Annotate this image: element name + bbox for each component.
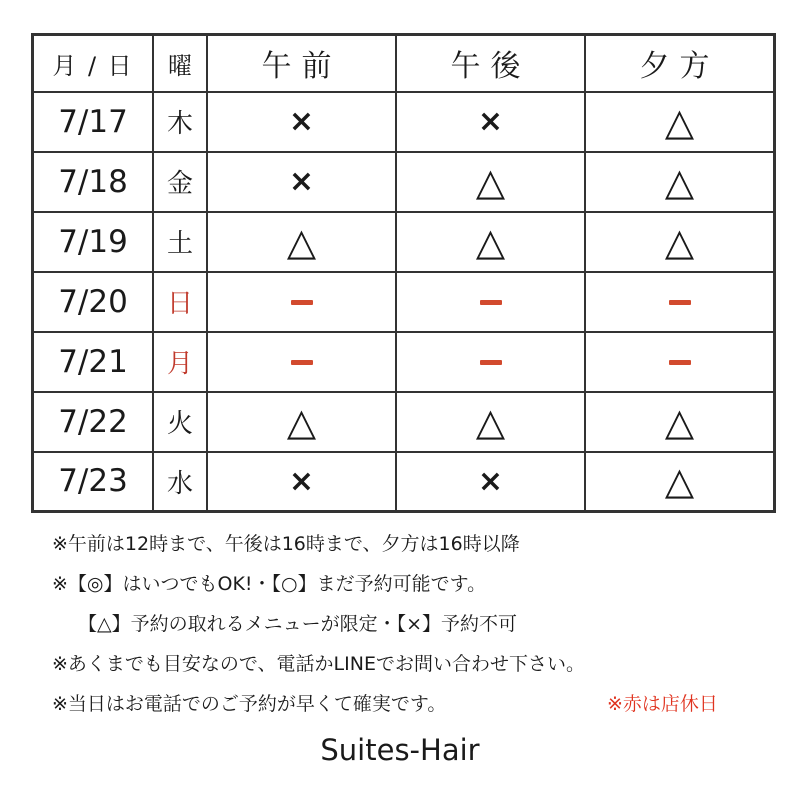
table-row <box>33 332 775 392</box>
header-evening: 夕方 <box>585 35 775 92</box>
closed-dash-mark <box>291 300 313 305</box>
note-same-day: ※当日はお電話でのご予約が早くて確実です。 <box>52 693 447 715</box>
closed-dash-mark <box>291 360 313 365</box>
date-cell: 7/19 <box>33 212 154 272</box>
schedule-body <box>33 92 775 512</box>
note-legend-2: 【△】予約の取れるメニューが限定・【×】予約不可 <box>78 613 518 635</box>
limited-mark: △ <box>664 399 695 444</box>
header-morning: 午前 <box>207 35 396 92</box>
header-date: 月 / 日 <box>33 35 154 92</box>
date-cell: 7/22 <box>33 392 154 452</box>
weekday-cell: 金 <box>153 152 207 212</box>
date-cell: 7/21 <box>33 332 154 392</box>
date-cell: 7/17 <box>33 92 154 152</box>
slot-cell-evening <box>585 332 775 392</box>
slot-cell-afternoon <box>396 272 585 332</box>
weekday-cell: 木 <box>153 92 207 152</box>
unavailable-mark: × <box>477 463 504 499</box>
slot-cell-morning <box>207 272 396 332</box>
slot-cell-morning <box>207 92 396 152</box>
limited-mark: △ <box>475 219 506 264</box>
limited-mark: △ <box>664 99 695 144</box>
brand-name: Suites-Hair <box>320 733 480 767</box>
schedule-table <box>31 33 776 513</box>
slot-cell-evening <box>585 452 775 512</box>
table-row <box>33 212 775 272</box>
notes-section <box>52 524 772 724</box>
slot-cell-evening <box>585 212 775 272</box>
limited-mark: △ <box>475 159 506 204</box>
table-row <box>33 152 775 212</box>
slot-cell-evening <box>585 152 775 212</box>
unavailable-mark: × <box>288 463 315 499</box>
note-contact: ※あくまでも目安なので、電話かLINEでお問い合わせ下さい。 <box>52 653 585 675</box>
note-time-ranges: ※午前は12時まで、午後は16時まで、夕方は16時以降 <box>52 533 520 555</box>
date-cell: 7/18 <box>33 152 154 212</box>
table-row <box>33 92 775 152</box>
slot-cell-evening <box>585 392 775 452</box>
table-row <box>33 452 775 512</box>
unavailable-mark: × <box>477 104 504 139</box>
closed-dash-mark <box>669 360 691 365</box>
slot-cell-afternoon <box>396 212 585 272</box>
weekday-cell: 水 <box>153 452 207 512</box>
date-cell: 7/20 <box>33 272 154 332</box>
header-afternoon: 午後 <box>396 35 585 92</box>
limited-mark: △ <box>664 219 695 264</box>
table-header-row <box>33 35 775 92</box>
limited-mark: △ <box>664 459 695 504</box>
slot-cell-morning <box>207 392 396 452</box>
weekday-cell-holiday: 月 <box>153 332 207 392</box>
closed-dash-mark <box>480 300 502 305</box>
limited-mark: △ <box>664 159 695 204</box>
table-row <box>33 392 775 452</box>
slot-cell-evening <box>585 272 775 332</box>
slot-cell-afternoon <box>396 452 585 512</box>
weekday-cell: 火 <box>153 392 207 452</box>
note-legend-1: ※【◎】はいつでもOK!・【○】まだ予約可能です。 <box>52 573 487 595</box>
slot-cell-morning <box>207 212 396 272</box>
closed-dash-mark <box>669 300 691 305</box>
closed-dash-mark <box>480 360 502 365</box>
header-dow: 曜 <box>153 35 207 92</box>
date-cell: 7/23 <box>33 452 154 512</box>
limited-mark: △ <box>286 399 317 444</box>
weekday-cell: 土 <box>153 212 207 272</box>
slot-cell-afternoon <box>396 152 585 212</box>
note-holiday-legend: ※赤は店休日 <box>607 693 718 715</box>
slot-cell-afternoon <box>396 332 585 392</box>
slot-cell-afternoon <box>396 392 585 452</box>
slot-cell-evening <box>585 92 775 152</box>
slot-cell-morning <box>207 452 396 512</box>
table-row <box>33 272 775 332</box>
unavailable-mark: × <box>288 164 315 199</box>
unavailable-mark: × <box>288 104 315 139</box>
slot-cell-afternoon <box>396 92 585 152</box>
weekday-cell-holiday: 日 <box>153 272 207 332</box>
limited-mark: △ <box>286 219 317 264</box>
slot-cell-morning <box>207 152 396 212</box>
slot-cell-morning <box>207 332 396 392</box>
limited-mark: △ <box>475 399 506 444</box>
